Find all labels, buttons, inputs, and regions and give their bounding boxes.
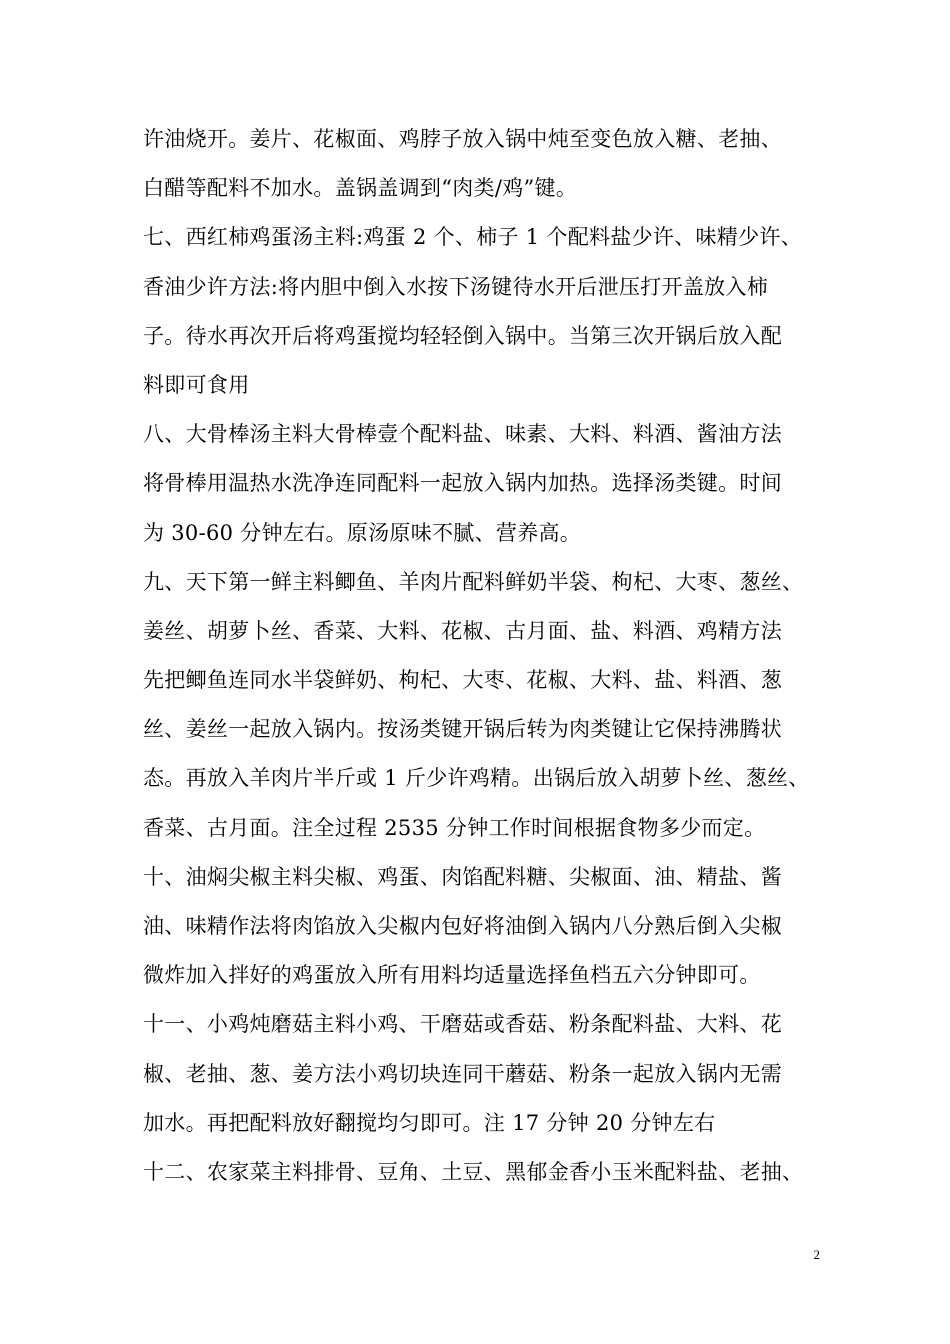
text-line: 丝、姜丝一起放入锅内。按汤类键开锅后转为肉类键让它保持沸腾状	[143, 717, 782, 742]
text-line: 八、大骨棒汤主料大骨棒壹个配料盐、味素、大料、料酒、酱油方法	[143, 422, 782, 447]
text-line: 姜丝、胡萝卜丝、香菜、大料、花椒、古月面、盐、料酒、鸡精方法	[143, 618, 782, 643]
text-line: 子。待水再次开后将鸡蛋搅均轻轻倒入锅中。当第三次开锅后放入配	[143, 323, 782, 348]
text-line: 十一、小鸡炖磨菇主料小鸡、干磨菇或香菇、粉条配料盐、大料、花	[143, 1012, 782, 1037]
text-line: 为 30-60 分钟左右。原汤原味不腻、营养高。	[143, 520, 582, 545]
text-line: 九、天下第一鲜主料鲫鱼、羊肉片配料鲜奶半袋、枸杞、大枣、葱丝、	[143, 569, 804, 594]
text-line: 料即可食用	[143, 372, 250, 397]
text-line: 油、味精作法将肉馅放入尖椒内包好将油倒入锅内八分熟后倒入尖椒	[143, 914, 782, 938]
text-line: 加水。再把配料放好翻搅均匀即可。注 17 分钟 20 分钟左右	[143, 1110, 716, 1135]
text-line: 十、油焖尖椒主料尖椒、鸡蛋、肉馅配料糖、尖椒面、油、精盐、酱	[143, 864, 782, 889]
page-number: 2	[813, 1247, 820, 1262]
text-line: 香菜、古月面。注全过程 2535 分钟工作时间根据食物多少而定。	[143, 815, 766, 840]
text-line: 将骨棒用温热水洗净连同配料一起放入锅内加热。选择汤类键。时间	[143, 471, 782, 496]
text-line: 白醋等配料不加水。盖锅盖调到“肉类/鸡”键。	[143, 176, 578, 201]
text-line: 椒、老抽、葱、姜方法小鸡切块连同干蘑菇、粉条一起放入锅内无需	[143, 1061, 782, 1086]
text-line: 七、西红柿鸡蛋汤主料:鸡蛋 2 个、柿子 1 个配料盐少许、味精少许、	[143, 225, 802, 250]
text-line: 先把鲫鱼连同水半袋鲜奶、枸杞、大枣、花椒、大料、盐、料酒、葱	[143, 668, 782, 693]
text-line: 许油烧开。姜片、花椒面、鸡脖子放入锅中炖至变色放入糖、老抽、	[143, 127, 782, 151]
text-line: 微炸加入拌好的鸡蛋放入所有用料均适量选择鱼档五六分钟即可。	[143, 963, 761, 988]
text-line: 香油少许方法:将内胆中倒入水按下汤键待水开后泄压打开盖放入柿	[143, 274, 769, 299]
text-line: 态。再放入羊肉片半斤或 1 斤少许鸡精。出锅后放入胡萝卜丝、葱丝、	[143, 766, 810, 791]
text-line: 十二、农家菜主料排骨、豆角、土豆、黑郁金香小玉米配料盐、老抽、	[143, 1159, 804, 1184]
page-body	[143, 115, 811, 1197]
